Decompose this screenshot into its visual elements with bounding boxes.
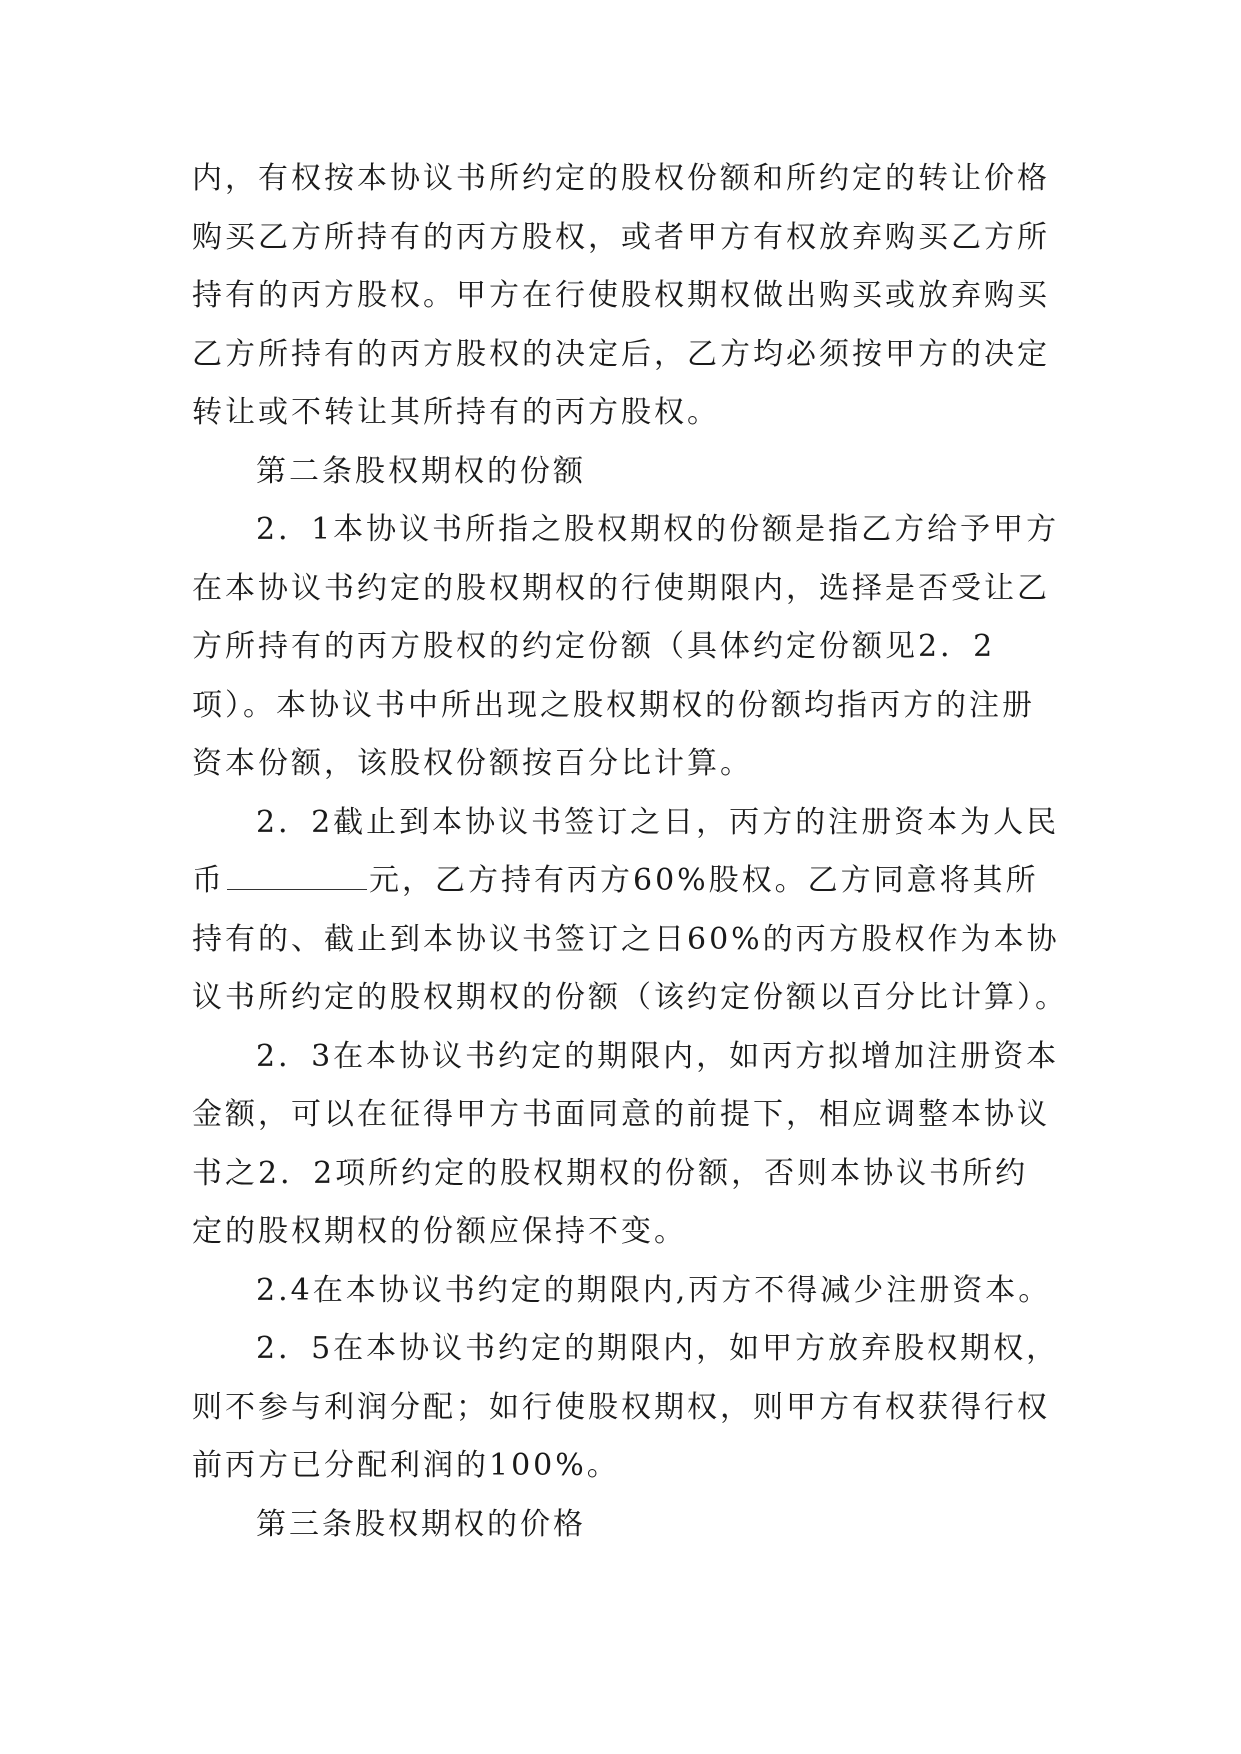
paragraph-line: 持有的丙方股权。甲方在行使股权期权做出购买或放弃购买	[192, 278, 1050, 313]
section-heading-2: 第二条股权期权的份额	[256, 453, 586, 489]
clause-2-2-line: 2．2截止到本协议书签订之日，丙方的注册资本为人民	[256, 804, 1060, 840]
clause-2-1-line: 项）。本协议书中所出现之股权期权的份额均指丙方的注册	[192, 687, 1035, 723]
clause-2-5-line: 2．5在本协议书约定的期限内，如甲方放弃股权期权，	[256, 1331, 1060, 1366]
clause-2-3-line: 2．3在本协议书约定的期限内，如丙方拟增加注册资本	[256, 1038, 1060, 1074]
clause-2-2-line	[192, 852, 1062, 911]
clause-2-5-line: 前丙方已分配利润的100%。	[192, 1448, 620, 1483]
section-heading-3: 第三条股权期权的价格	[256, 1506, 586, 1542]
clause-2-1-line: 资本份额，该股权份额按百分比计算。	[192, 746, 753, 781]
clause-2-3-line: 定的股权期权的份额应保持不变。	[192, 1214, 687, 1249]
clause-2-1-line: 在本协议书约定的股权期权的行使期限内，选择是否受让乙	[192, 570, 1050, 606]
clause-2-3-line: 金额，可以在征得甲方书面同意的前提下，相应调整本协议	[192, 1097, 1050, 1132]
paragraph-line: 内，有权按本协议书所约定的股权份额和所约定的转让价格	[192, 161, 1050, 196]
document-body	[192, 150, 1068, 1554]
clause-2-2-text: 元，乙方持有丙方60%股权。乙方同意将其所	[369, 863, 1039, 898]
clause-2-1-line: 方所持有的丙方股权的约定份额（具体约定份额见2．2	[192, 629, 996, 664]
amount-blank-field	[227, 863, 367, 890]
clause-2-2-text: 币	[192, 863, 225, 898]
paragraph-line: 乙方所持有的丙方股权的决定后，乙方均必须按甲方的决定	[192, 336, 1050, 372]
clause-2-3-line: 书之2．2项所约定的股权期权的份额，否则本协议书所约	[192, 1155, 1029, 1191]
clause-2-4-line: 2.4在本协议书约定的期限内,丙方不得减少注册资本。	[256, 1272, 1052, 1308]
clause-2-5-line: 则不参与利润分配；如行使股权期权，则甲方有权获得行权	[192, 1389, 1050, 1425]
paragraph-line: 转让或不转让其所持有的丙方股权。	[192, 395, 720, 430]
clause-2-2-line: 议书所约定的股权期权的份额（该约定份额以百分比计算）。	[192, 980, 1068, 1015]
paragraph-line: 购买乙方所持有的丙方股权，或者甲方有权放弃购买乙方所	[192, 219, 1050, 255]
clause-2-1-line: 2．1本协议书所指之股权期权的份额是指乙方给予甲方	[256, 512, 1060, 547]
clause-2-2-line: 持有的、截止到本协议书签订之日60%的丙方股权作为本协	[192, 921, 1060, 957]
